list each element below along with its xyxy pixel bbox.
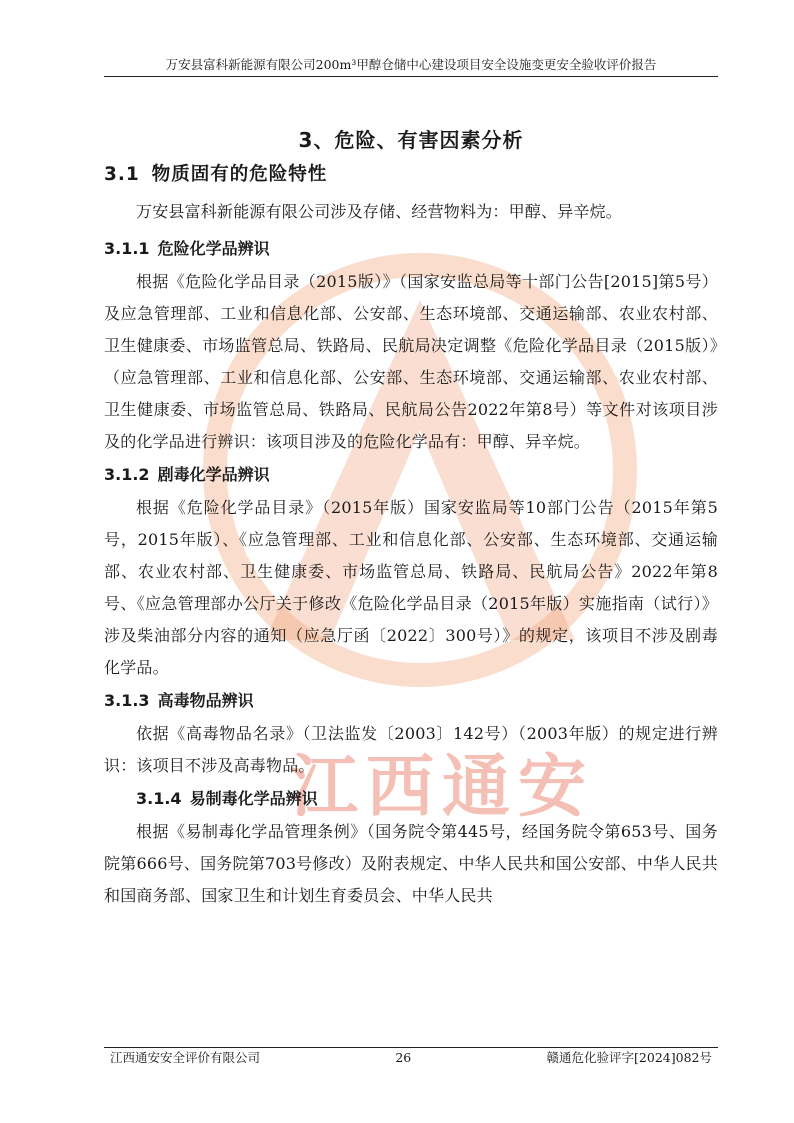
subsection-heading [104,782,718,816]
section-number: 3.1 [104,164,140,185]
page-header: 万安县富科新能源有限公司200m³甲醇仓储中心建设项目安全设施变更安全验收评价报告 [165,57,657,72]
subsection-number: 3.1.2 [104,465,150,484]
watermark-text: 江西通安 [290,748,595,827]
subsection-paragraph: 依据《高毒物品名录》（卫法监发〔2003〕142号）（2003年版）的规定进行辨识：该项目不涉及高毒物品。 [104,724,718,775]
subsection-heading [104,232,718,266]
document-number: 赣通危化验评字[2024]082号 [546,1050,712,1065]
subsection-number: 3.1.3 [104,691,150,710]
subsection-paragraph: 根据《易制毒化学品管理条例》（国务院令第445号，经国务院令第653号、国务院第666号、国务院第703号修改）及附表规定、中华人民共和国公安部、中华人民共和国商务部、国家卫生和计划生育委员会、中华人民共 [104,822,718,905]
section-intro: 万安县富科新能源有限公司涉及存储、经营物料为：甲醇、异辛烷。 [136,202,623,221]
chapter-title: 3、危险、有害因素分析 [298,128,524,152]
subsection-heading [104,458,718,492]
subsection-title: 高毒物品辨识 [157,691,254,710]
page-body [104,122,718,912]
subsection-title: 易制毒化学品辨识 [189,789,318,808]
section-heading [104,158,718,192]
subsection-heading [104,684,718,718]
subsection-number: 3.1.1 [104,239,150,258]
subsection-paragraph: 根据《危险化学品目录》（2015年版）国家安监局等10部门公告（2015年第5号，2015年版）、《应急管理部、工业和信息化部、公安部、生态环境部、交通运输部、农业农村部、卫生健康委、市场监管总局、铁路局、民航局公告》2022年第8号、《应急管理部办公厅关于修改《危险化学品目录（2015年版）实施指南（试行）》涉及柴油部分内容的通知（应急厅函〔2022〕300号）》的规定，该项目不涉及剧毒化学品。 [104,498,718,677]
subsection-paragraph: 根据《危险化学品目录（2015版）》（国家安监总局等十部门公告[2015]第5号）及应急管理部、工业和信息化部、公安部、生态环境部、交通运输部、农业农村部、卫生健康委、市场监管总局、铁路局、民航局决定调整《危险化学品目录（2015版）》（应急管理部、工业和信息化部、公安部、生态环境部、交通运输部、农业农村部、卫生健康委、市场监管总局、铁路局、民航局公告2022年第8号）等文件对该项目涉及的化学品进行辨识：该项目涉及的危险化学品有：甲醇、异辛烷。 [104,272,718,451]
footer-rule [104,1047,718,1048]
subsection-number: 3.1.4 [136,789,182,808]
section-title: 物质固有的危险特性 [151,164,328,185]
header-rule [104,76,718,77]
subsection-title: 剧毒化学品辨识 [157,465,270,484]
page-footer [110,1049,712,1067]
page-number: 26 [395,1050,412,1065]
footer-company: 江西通安安全评价有限公司 [110,1050,261,1065]
subsection-title: 危险化学品辨识 [157,239,270,258]
